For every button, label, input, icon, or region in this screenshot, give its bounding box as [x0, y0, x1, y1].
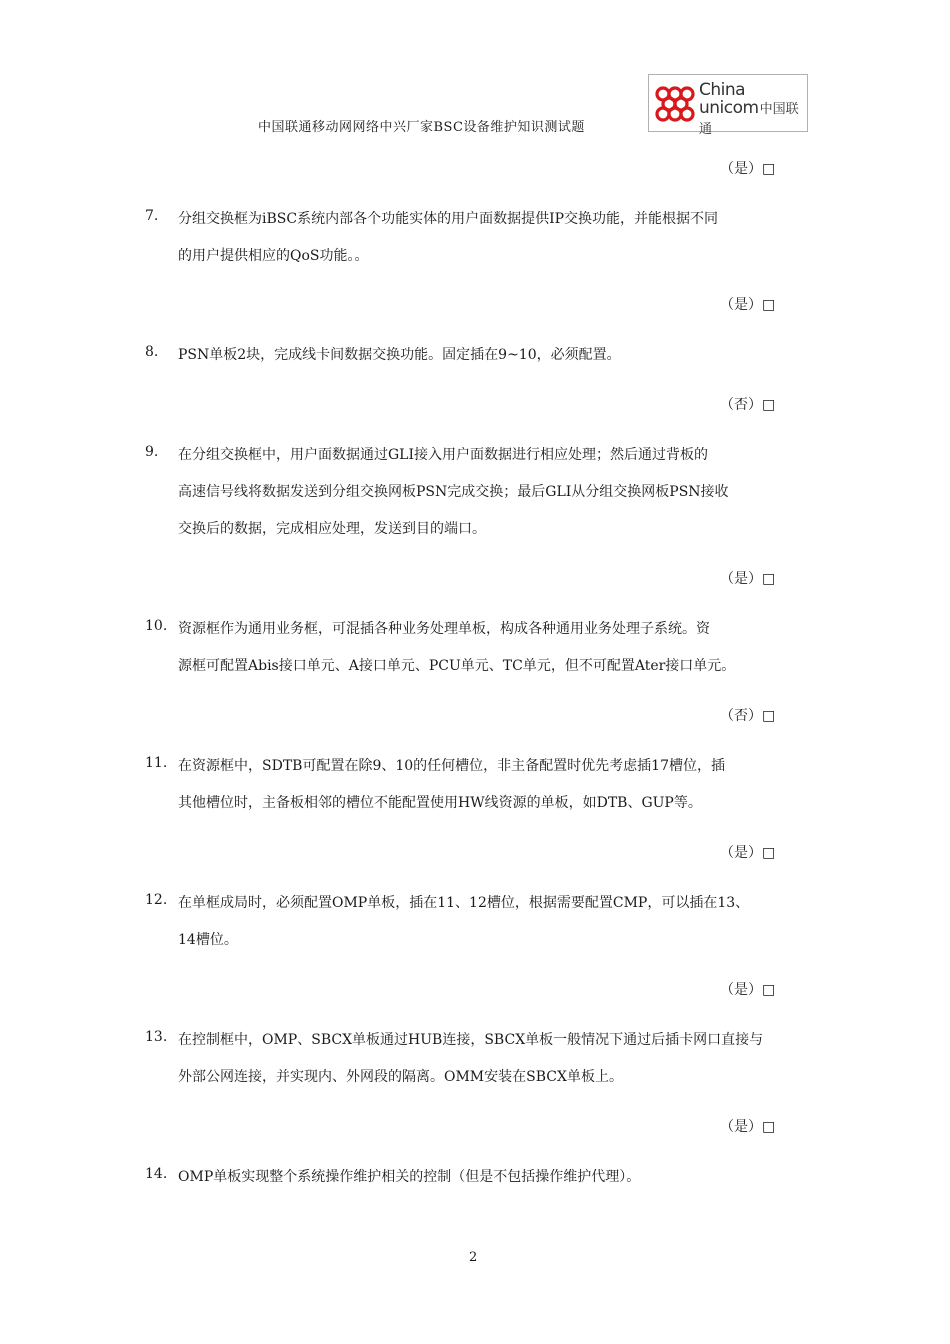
question-text-line: 在资源框中，SDTB可配置在除9、10的任何槽位，非主备配置时优先考虑插17槽位，插 — [178, 758, 725, 774]
question-text-line: 分组交换框为iBSC系统内部各个功能实体的用户面数据提供IP交换功能，并能根据不同 — [178, 211, 719, 227]
china-unicom-logo — [648, 74, 808, 137]
question-text-line: 在控制框中，OMP、SBCX单板通过HUB连接，SBCX单板一般情况下通过后插卡网口直接与 — [178, 1032, 764, 1048]
question-number: 13. — [145, 1029, 168, 1045]
answer-mark: （是）□ — [720, 845, 776, 861]
answer-mark: （是）□ — [720, 297, 776, 313]
answer-mark: （是）□ — [720, 571, 776, 587]
logo-text-china: China — [699, 80, 746, 100]
logo-text-cn: 中国联通 — [699, 102, 799, 137]
question-text-line: 的用户提供相应的QoS功能。。 — [178, 248, 369, 264]
question-text-line: 源框可配置Abis接口单元、A接口单元、PCU单元、TC单元，但不可配置Ater接口单元。 — [178, 658, 736, 674]
logo-text-unicom: unicom — [699, 98, 759, 118]
question-number: 12. — [145, 892, 168, 908]
answer-mark: （是）□ — [720, 1119, 776, 1135]
answer-mark: （否）□ — [720, 708, 776, 724]
answer-mark: （否）□ — [720, 397, 776, 413]
question-number: 9. — [145, 444, 159, 460]
question-text-line: 高速信号线将数据发送到分组交换网板PSN完成交换；最后GLI从分组交换网板PSN接收 — [178, 484, 729, 500]
page-number: 2 — [469, 1250, 478, 1265]
question-number: 7. — [145, 208, 159, 224]
question-text-line: PSN单板2块，完成线卡间数据交换功能。固定插在9~10，必须配置。 — [178, 347, 621, 363]
answer-mark: （是）□ — [720, 161, 776, 177]
question-number: 11. — [145, 755, 168, 771]
question-text-line: 在单框成局时，必须配置OMP单板，插在11、12槽位，根据需要配置CMP，可以插在13、 — [178, 895, 750, 911]
unicom-knot-icon — [653, 82, 697, 124]
question-text-line: 在分组交换框中，用户面数据通过GLI接入用户面数据进行相应处理；然后通过背板的 — [178, 447, 709, 463]
question-text-line: 外部公网连接，并实现内、外网段的隔离。OMM安装在SBCX单板上。 — [178, 1069, 623, 1085]
logo-wordmark — [699, 81, 807, 139]
answer-mark: （是）□ — [720, 982, 776, 998]
question-text-line: 其他槽位时，主备板相邻的槽位不能配置使用HW线资源的单板，如DTB、GUP等。 — [178, 795, 702, 811]
question-text-line: 交换后的数据，完成相应处理，发送到目的端口。 — [178, 521, 486, 537]
page-header-title: 中国联通移动网网络中兴厂家BSC设备维护知识测试题 — [258, 120, 585, 135]
question-text-line: OMP单板实现整个系统操作维护相关的控制（但是不包括操作维护代理）。 — [178, 1169, 641, 1185]
question-number: 14. — [145, 1166, 168, 1182]
question-number: 10. — [145, 618, 168, 634]
question-text-line: 14槽位。 — [178, 932, 238, 948]
question-text-line: 资源框作为通用业务框，可混插各种业务处理单板，构成各种通用业务处理子系统。资 — [178, 621, 710, 637]
question-number: 8. — [145, 344, 159, 360]
